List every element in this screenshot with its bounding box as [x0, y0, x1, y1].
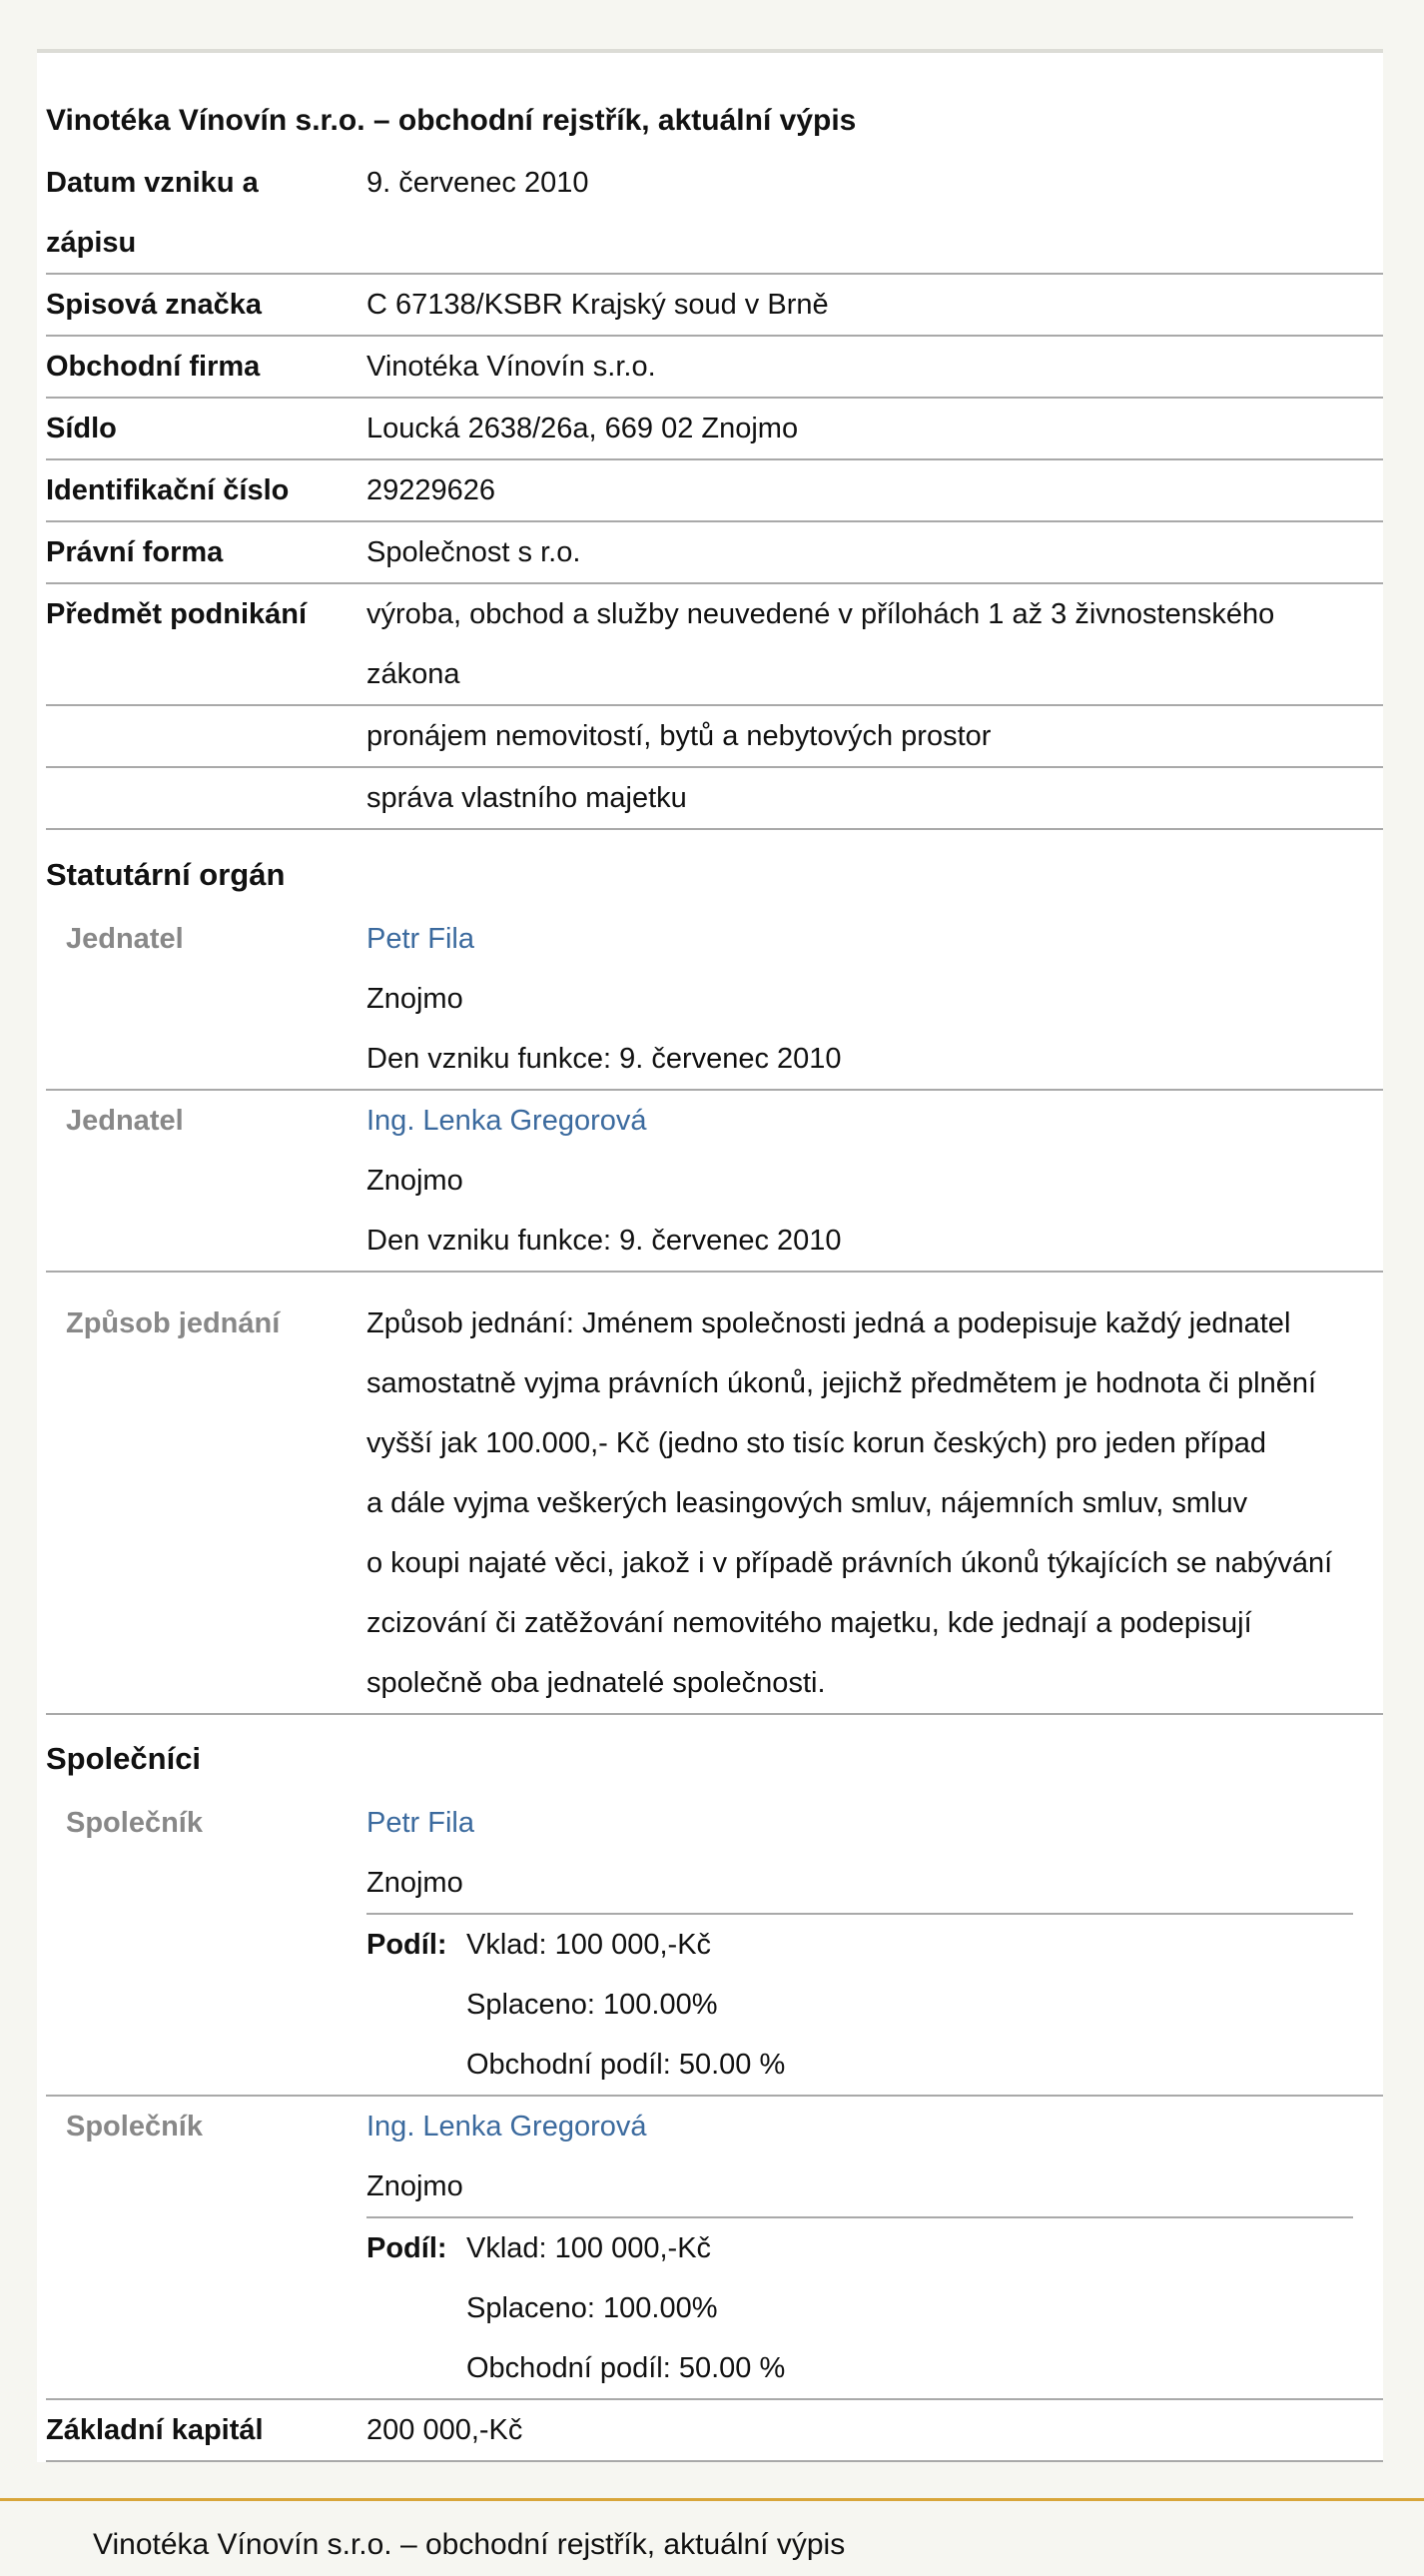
podil-values [466, 2218, 785, 2398]
vklad: Vklad: 100 000,-Kč [466, 1929, 712, 1961]
member-details [366, 909, 842, 1089]
podil-values [466, 1915, 785, 2095]
person-link[interactable]: Ing. Lenka Gregorová [366, 2111, 647, 2143]
row-predmet-3 [46, 768, 1383, 830]
zpusob-jednani-text: Způsob jednání: Jménem společnosti jedná a podepisuje každý jednatel samostatně vyjma právních úkonů, jejichž předmětem je hodnota či plnění vyšší jak 100.000,- Kč (jedno sto tisíc korun českých) pro jeden případ a dále vyjma veškerých leasingových smluv, nájemních smluv, smluv o koupi najaté věci, jakož i v případě právních úkonů týkajících se nabývání zcizování či zatěžování nemovitého majetku, kde jednají a podepisují společně oba jednatelé společnosti. [366, 1307, 1333, 1699]
statutar-member-1 [46, 909, 1383, 1091]
statutar-member-2 [46, 1091, 1383, 1273]
person-link[interactable]: Petr Fila [366, 1807, 474, 1839]
value-obchodni-firma: Vinotéka Vínovín s.r.o. [366, 351, 656, 383]
spolecnik-2 [46, 2097, 1383, 2400]
row-spisova-znacka [46, 275, 1383, 337]
label-spisova-znacka: Spisová značka [46, 289, 262, 321]
person-city: Znojmo [366, 1165, 463, 1197]
label-identifikacni-cislo: Identifikační číslo [46, 474, 290, 506]
row-pravni-forma [46, 522, 1383, 584]
label-zpusob-jednani: Způsob jednání [66, 1307, 281, 1339]
label-obchodni-firma: Obchodní firma [46, 351, 261, 383]
label-predmet-podnikani: Předmět podnikání [46, 598, 308, 630]
podil-label: Podíl: [366, 2232, 447, 2264]
value-datum-vzniku: 9. červenec 2010 [366, 167, 589, 199]
page-title: Vinotéka Vínovín s.r.o. – obchodní rejstřík, aktuální výpis [46, 104, 857, 137]
registry-card [37, 49, 1383, 2462]
role-label: Společník [66, 1807, 203, 1839]
role-label: Jednatel [66, 1105, 184, 1137]
row-zpusob-jednani [46, 1293, 1383, 1715]
row-obchodni-firma [46, 337, 1383, 399]
role-label: Jednatel [66, 923, 184, 955]
label-sidlo: Sídlo [46, 413, 117, 444]
function-since: Den vzniku funkce: 9. červenec 2010 [366, 1225, 842, 1257]
label-zakladni-kapital: Základní kapitál [46, 2414, 264, 2446]
podil-label: Podíl: [366, 1929, 447, 1961]
spolecnik-1 [46, 1793, 1383, 2097]
row-identifikacni-cislo [46, 460, 1383, 522]
splaceno: Splaceno: 100.00% [466, 2292, 718, 2324]
value-sidlo: Loucká 2638/26a, 669 02 Znojmo [366, 413, 799, 444]
row-predmet-podnikani [46, 584, 1383, 706]
person-link[interactable]: Ing. Lenka Gregorová [366, 1105, 647, 1137]
value-identifikacni-cislo: 29229626 [366, 474, 496, 506]
section-heading-spolecnici: Společníci [46, 1741, 202, 1776]
vklad: Vklad: 100 000,-Kč [466, 2232, 712, 2264]
member-details [366, 1091, 842, 1271]
function-since: Den vzniku funkce: 9. červenec 2010 [366, 1043, 842, 1075]
row-zakladni-kapital [46, 2400, 1383, 2462]
obchodni-podil: Obchodní podíl: 50.00 % [466, 2049, 786, 2081]
footer-title: Vinotéka Vínovín s.r.o. – obchodní rejstřík, aktuální výpis [93, 2528, 846, 2561]
person-city: Znojmo [366, 983, 463, 1015]
section-heading-statutarni-organ: Statutární orgán [46, 857, 286, 892]
label-datum-vzniku: Datum vzniku a zápisu [46, 167, 259, 259]
person-city: Znojmo [366, 1867, 463, 1899]
member-details [366, 1793, 474, 1913]
predmet-item: pronájem nemovitostí, bytů a nebytových prostor [366, 720, 992, 752]
predmet-item: správa vlastního majetku [366, 782, 687, 814]
value-zakladni-kapital: 200 000,-Kč [366, 2414, 523, 2446]
role-label: Společník [66, 2111, 203, 2143]
row-predmet-2 [46, 706, 1383, 768]
value-pravni-forma: Společnost s r.o. [366, 536, 581, 568]
predmet-item: výroba, obchod a služby neuvedené v přílohách 1 až 3 živnostenského zákona [366, 598, 1275, 690]
value-spisova-znacka: C 67138/KSBR Krajský soud v Brně [366, 289, 829, 321]
label-pravni-forma: Právní forma [46, 536, 224, 568]
footer-bar [0, 2498, 1424, 2576]
member-details [366, 2097, 647, 2216]
splaceno: Splaceno: 100.00% [466, 1989, 718, 2021]
row-sidlo [46, 399, 1383, 460]
person-city: Znojmo [366, 2170, 463, 2202]
person-link[interactable]: Petr Fila [366, 923, 474, 955]
row-datum-vzniku [46, 153, 1383, 275]
obchodni-podil: Obchodní podíl: 50.00 % [466, 2352, 786, 2384]
